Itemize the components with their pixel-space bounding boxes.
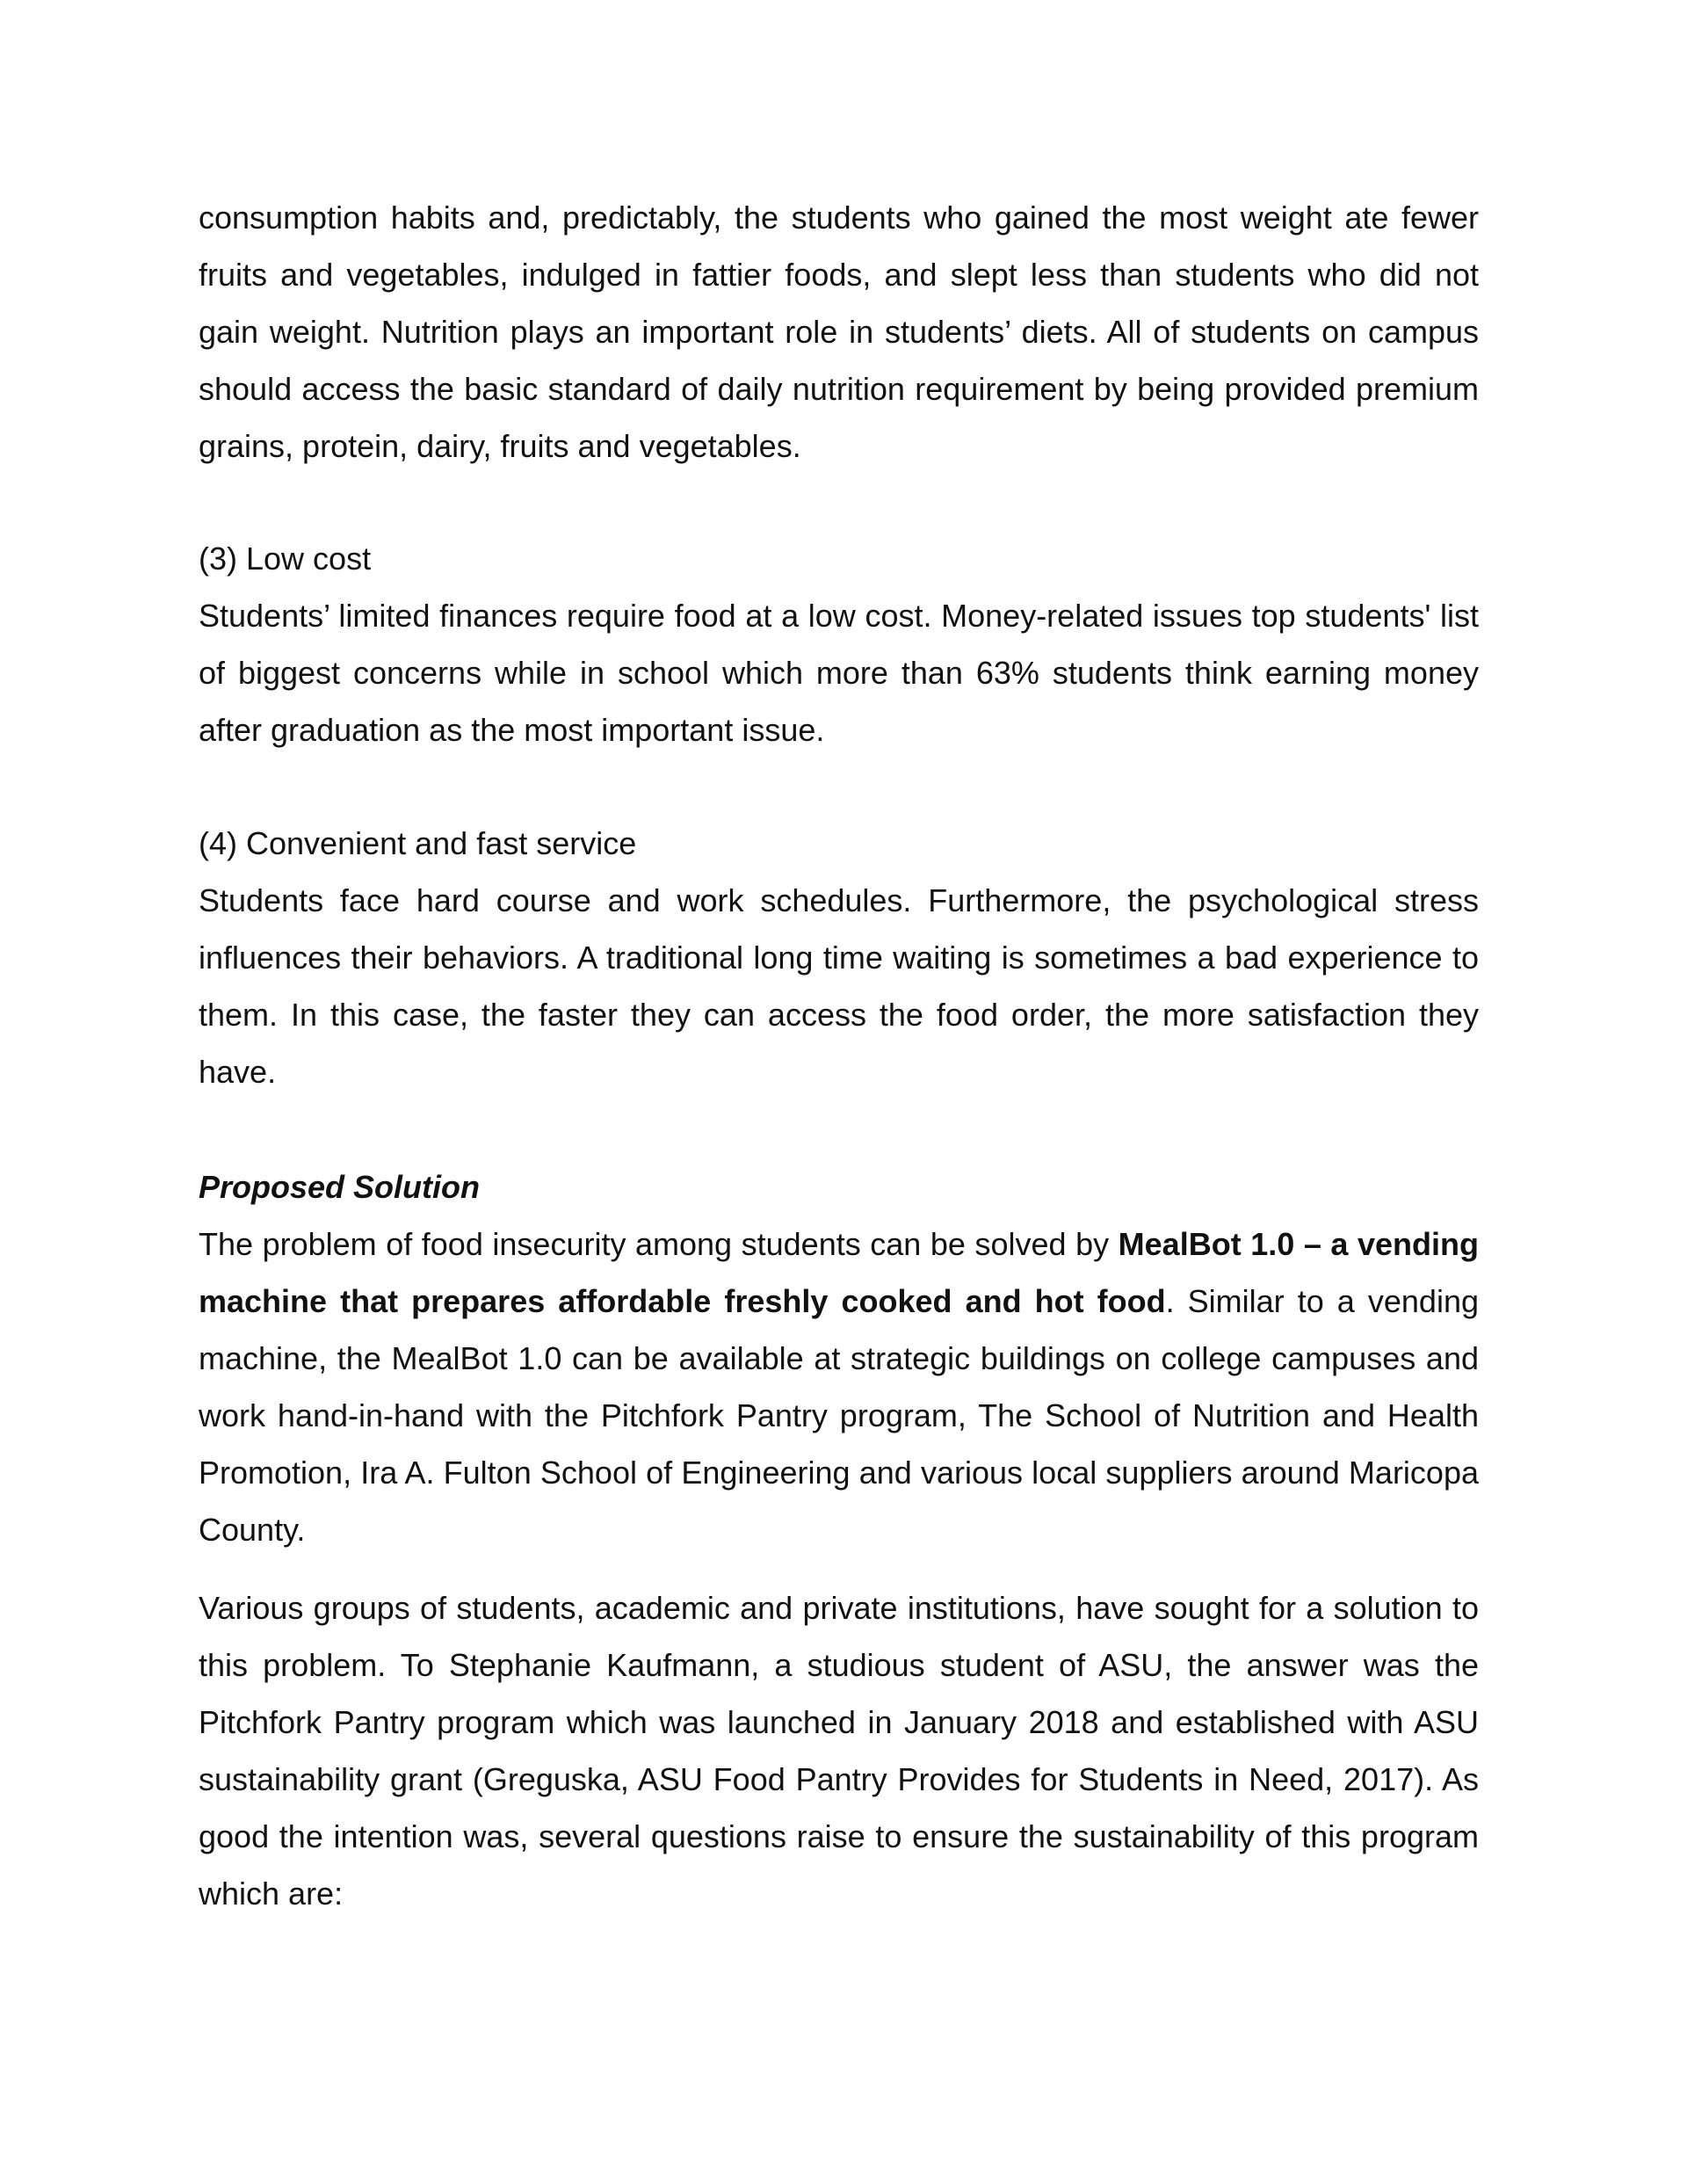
various-paragraph: Various groups of students, academic and private institutions, have sought for a solution to this problem. To Stephanie Kaufmann, a studious student of ASU, the answer was the Pitchfork Pantry program which was launched in January 2018 and established with ASU sustainability grant (Greguska, ASU Food Pantry Provides for Students in Need, 2017). As good the intention was, several questions raise to ensure the sustainability of this program which are: (199, 1590, 1479, 1912)
convenient-heading: (4) Convenient and fast service (199, 825, 637, 861)
proposed-solution-section (199, 1158, 1479, 1558)
proposed-solution-heading: Proposed Solution (199, 1169, 480, 1205)
solution-rest-text: . Similar to a vending machine, the MealBot 1.0 can be available at strategic buildings on college campuses and work hand-in-hand with the Pitchfork Pantry program, The School of Nutrition and Health Promotion, Ira A. Fulton School of Engineering and various local suppliers around Maricopa County. (199, 1283, 1479, 1548)
nutrition-paragraph: consumption habits and, predictably, the students who gained the most weight ate fewer fruits and vegetables, indulged in fattier foods, and slept less than students who did not gain weight. Nutrition plays an important role in students’ diets. All of students on campus should access the basic standard of daily nutrition requirement by being provided premium grains, protein, dairy, fruits and vegetables. (199, 200, 1479, 464)
low-cost-section (199, 530, 1479, 758)
mealbot-bold-text: MealBot 1.0 – a vending machine that prepares affordable freshly cooked and hot food (199, 1226, 1479, 1319)
convenient-paragraph: Students face hard course and work schedules. Furthermore, the psychological stress influences their behaviors. A traditional long time waiting is sometimes a bad experience to them. In this case, the faster they can access the food order, the more satisfaction they have. (199, 882, 1479, 1090)
various-section (199, 1579, 1479, 1922)
nutrition-section (199, 189, 1479, 475)
convenient-section (199, 815, 1479, 1100)
proposed-solution-paragraph (199, 1215, 1479, 1558)
solution-intro-text: The problem of food insecurity among students can be solved by (199, 1226, 1119, 1262)
low-cost-paragraph: Students’ limited finances require food at a low cost. Money-related issues top students' list of biggest concerns while in school which more than 63% students think earning money after graduation as the most important issue. (199, 598, 1479, 748)
low-cost-heading: (3) Low cost (199, 541, 372, 577)
